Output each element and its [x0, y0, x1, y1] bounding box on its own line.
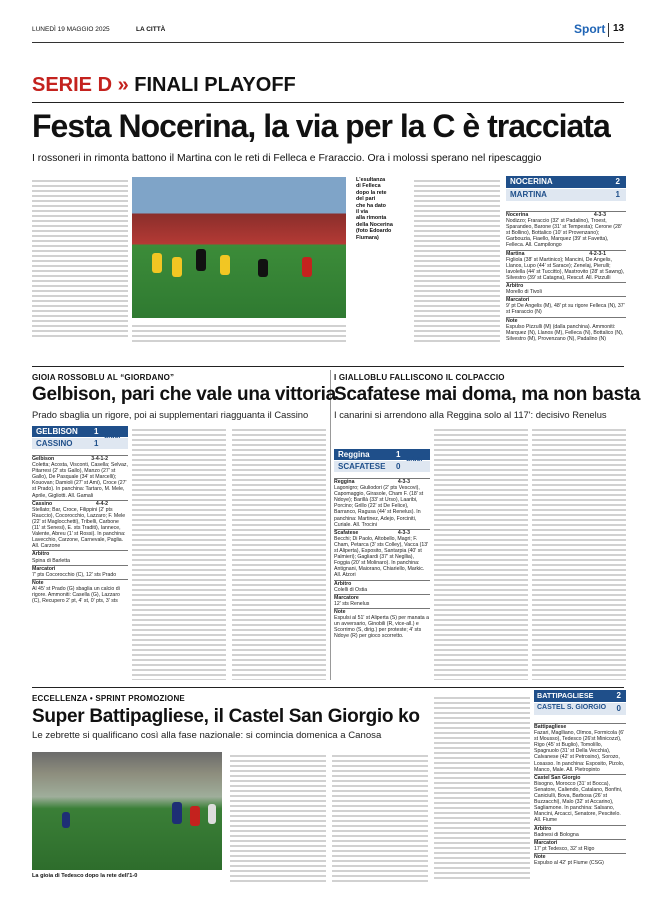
lineup-text: Morello di Tivoli	[506, 289, 542, 296]
right-scorebox: Reggina 1 SCAFATESE 0 d.t.s. Reggina 4-3-3 Lagonigro; Giuliodori (2' pts Vescovi), Capomaggio, Girasole, Cham F. (18' st Ndoye); Barillà (33' st Urso), Laaribi, Porcino; Grillo (22' st De Felice), Barranco, Ragusa (44' st Renelus). In panchina: Martinez, Adejo, Forciniti, Curiale. All. Trocini Scafatese 4-3-3 Becchi; Di Paolo, Altobello, Magri; F. Cham, Petarca (3' sts Colley), Vacca (13' st Aliperta), Esposito, Santarpia (40' st Palmieri); Gagliardi (37' st Negllia), Foggia (20' st Molinaro). In panchina: Antignani, Maiorano, Chiariello, Markic. All. Atzori Arbitro Colelli di Ostia Marcatore 12' sts Renelus Note Espulsi al 51' st Aliperta (S) per manata a un avversario, Ginobili (R, vice-all.) e Scorrimo (S, dirig.) per proteste; 4' sts Ndoye (R) per gioco scorretto.	[334, 450, 429, 640]
right-kicker: I GIALLOBLU FALLISCONO IL COLPACCIO	[334, 373, 505, 382]
right-subtitle: I canarini si arrendono alla Reggina solo al 117': decisivo Renelus	[334, 409, 607, 420]
lineup-heading: Arbitro	[506, 282, 626, 289]
bottom-title: Super Battipagliese, il Castel San Giorgio ko	[32, 706, 420, 727]
lineup-text: Espulso al 42' pt Fiume (CSG)	[534, 859, 604, 866]
lineup-text: Fazari, Maglliano, Olmos, Formicola (6' st Mousso), Tedesco (26'st Minicozzi), Rigo (45' st Buglio), Tomolillo, Spagnuolo (31' st Della Vecchia), Calvanese (42' st Petrosino), Sorozo, Losasso. In panchina: Esposito, Pizolo, Manco, Male. All. Pietropinto	[534, 730, 625, 773]
section-label	[32, 74, 296, 97]
lineup-heading: Marcatori	[534, 839, 626, 846]
lineup-text: Al 45' st Prado (G) sbaglia un calcio di rigore. Ammoniti: Casella (G), Lazzaro (C), Recupero 2' pt, 4' st, 0' pts, 3' sts	[32, 585, 120, 605]
lineup-heading: Arbitro	[32, 550, 128, 557]
left-title: Gelbison, pari che vale una vittoria	[32, 384, 336, 405]
left-text-col-1	[132, 426, 226, 680]
main-title: Festa Nocerina, la via per la C è tracciata	[32, 108, 610, 144]
bottom-photo	[32, 752, 222, 870]
lineup-heading: Arbitro	[534, 825, 626, 832]
bottom-lineup	[534, 723, 626, 866]
lineup-text: Becchi; Di Paolo, Altobello, Magri; F. Cham, Petarca (3' sts Colley), Vacca (13' st Aliperta), Esposito, Santarpia (40' st Palmieri); Gagliardi (37' st Negllia), Foggia (20' st Molinaro). In panchina: Antignani, Maiorano, Chiariello, Markic. All. Atzori	[334, 535, 429, 579]
lineup-text: 9' pt De Angelis (M), 48' pt su rigore Felleca (N), 37' st Fraraccio (N)	[506, 303, 625, 316]
left-kicker: GIOIA ROSSOBLU AL “GIORDANO”	[32, 373, 175, 382]
main-scorebox	[506, 176, 626, 342]
score-away-row: MARTINA 1	[506, 189, 626, 201]
right-lineup	[334, 478, 430, 639]
lineup-module: 4-2-3-1	[589, 250, 606, 257]
lineup-heading: Nocerina 4-3-3	[506, 211, 626, 218]
header-sep	[608, 23, 609, 37]
lineup-text: 17' pt Tedesco, 32' st Rigo	[534, 845, 595, 852]
lineup-module: 4-4-2	[95, 500, 108, 507]
row-rule-1	[32, 366, 624, 367]
left-text-col-2	[232, 426, 326, 680]
lineup-text: Figliola (38' st Martinico); Mancini, De Angelis, Llanos, Lupo (44' st Sarace); Zenelaj, Pierulli; Iavolella (44' st Tuccitto), Mastrovito (28' st Sawng), Silvestro (39' st Catagna), Rescuf. All. Pizzulli	[506, 256, 625, 281]
lineup-text: Coletta; Acosta, Visconti, Casella; Selvaz, Pitarresi (2' sts Gallo), Manzo (27' st Gallo), De Pasquale (34' st Marcelli); Kouovan; Damioli (27' st Ami), Croce (27' st Prado). In panchina: Tartaro, M. Mele, Aprile, Gigliotti. All. Gamali	[32, 462, 128, 499]
main-text-col-3	[414, 177, 500, 342]
lineup-heading: Cassino 4-4-2	[32, 500, 128, 507]
lineup-text: 7' pts Cocorocchio (C), 12' sts Prado	[32, 571, 117, 578]
bottom-kicker: ECCELLENZA • SPRINT PROMOZIONE	[32, 694, 185, 703]
left-scorebox: GELBISON 1 CASSINO 1 d.t.s. Gelbison 3-4-1-2 Coletta; Acosta, Visconti, Casella; Selvaz, Pitarresi (2' sts Gallo), Manzo (27' st Gallo), De Pasquale (34' st Marcelli); Kouovan; Damioli (27' st Ami), Croce (27' st Prado). In panchina: Tartaro, M. Mele, Aprile, Gigliotti. All. Gamali Cassino 4-4-2 Stellato; Bar, Croce, Filippini (2' pts Rauccio), Cocorocchio, Lazzaro; F. Mele (22' st Maglocchetti), Tribelli, Carbone (11' st Senesi), E. sts Traditi), Iannece, Valente, Abreu (1' st Rossi). In panchina: Lavecchio, Carzone, Carnevale, Paglia. All. Carzone Arbitro Spina di Barletta Marcatori 7' pts Cocorocchio (C), 12' sts Prado Note Al 45' st Prado (G) sbaglia un calcio di rigore. Ammoniti: Casella (G), Lazzaro (C), Recupero 2' pt, 4' st, 0' pts, 3' sts	[32, 427, 128, 605]
lineup-text: Badnesi di Bologna	[534, 831, 579, 838]
left-subtitle: Prado sbaglia un rigore, poi ai supplementari riagguanta il Cassino	[32, 409, 309, 420]
main-text-col-1	[32, 177, 128, 337]
lineup-text: Stellato; Bar, Croce, Filippini (2' pts Rauccio), Cocorocchio, Lazzaro; F. Mele (22' st Maglocchetti), Tribelli, Carbone (11' st Senesi), E. sts Traditi), Iannece, Valente, Abreu (1' st Rossi). In panchina: Lavecchio, Carzone, Carnevale, Paglia. All. Carzone	[32, 506, 126, 550]
lineup-heading: Marcatori	[32, 565, 128, 572]
lineup-heading: Note	[534, 853, 626, 860]
lineup-text: Lagonigro; Giuliodori (2' pts Vescovi), Capomaggio, Girasole, Cham F. (18' st Ndoye); Barillà (33' st Urso), Laaribi, Porcino; Grillo (22' st De Felice), Barranco, Ragusa (44' st Renelus). In panchina: Martinez, Adejo, Forciniti, Curiale. All. Trocini	[334, 485, 424, 528]
lineup-text: Espulsi al 51' st Aliperta (S) per manata a un avversario, Ginobili (R, vice-all.) e Scorrimo (S, dirig.) per proteste; 4' sts Ndoye (R) per gioco scorretto.	[334, 614, 429, 640]
lineup-heading: Scafatese 4-3-3	[334, 529, 430, 536]
bottom-text-col-1	[230, 752, 326, 882]
section-serie: SERIE D	[32, 74, 113, 96]
lineup-module: 4-3-3	[397, 529, 410, 536]
score-home-row: NOCERINA 2	[506, 176, 626, 188]
lineup-module: 4-3-3	[593, 212, 606, 218]
bottom-text-col-3	[434, 694, 530, 882]
lineup-text: Nodizzo; Fraraccio (32' st Padalino), Troest, Sparandeo, Barone (31' st Tempesta); Cerone (28' st Bollino), Bottalico (10' st Provenzano); Garbouzia, Fiaello, Marquez (39' st Favetta), Felleca. All. Campilongo	[506, 218, 622, 249]
right-title: Scafatese mai doma, ma non basta	[334, 384, 641, 405]
lineup-heading: Marcatori	[506, 296, 626, 303]
header-date: LUNEDÌ 19 MAGGIO 2025	[32, 26, 110, 33]
lineup-text: Colelli di Ostia	[334, 586, 368, 593]
section-rule	[32, 102, 624, 103]
main-caption: L'esultanza di Felleca dopo la rete del pari che ha dato il via alla rimonta della Nocerina (foto Edoardo Fiumara)	[356, 177, 393, 241]
lineup-module: 4-3-3	[397, 479, 410, 485]
lineup-heading: Gelbison 3-4-1-2	[32, 455, 128, 462]
lineup-heading: Reggina 4-3-3	[334, 478, 430, 485]
page-header	[32, 20, 624, 43]
section-topic: FINALI PLAYOFF	[134, 74, 296, 96]
right-text-col-1	[434, 426, 528, 680]
lineup-heading: Note	[32, 579, 128, 586]
lineup-heading: Note	[334, 608, 430, 615]
lineup-text: Espulso Pizzulli (M) (dalla panchina). Ammoniti: Marquez (N), Llanos (M), Felleca (N), Bottalico (N), Silvestro (M), Provenzano (N), Padalino (N)	[506, 323, 624, 342]
bottom-caption: La gioia di Tedesco dopo la rete dell'1-0	[32, 873, 138, 879]
lineup-module: 3-4-1-2	[91, 456, 108, 462]
bottom-subtitle: Le zebrette si qualificano così alla fase nazionale: si comincia domenica a Canosa	[32, 730, 382, 741]
header-section: Sport	[574, 22, 606, 36]
header-page: 13	[613, 23, 625, 34]
bottom-scorebox: BATTIPAGLIESE 2 CASTEL S. GIORGIO 0 Battipagliese Fazari, Maglliano, Olmos, Formicola (6' st Mousso), Tedesco (26'st Minicozzi), Rigo (45' st Buglio), Tomolillo, Spagnuolo (31' st Della Vecchia), Calvanese (42' st Petrosino), Sorozo, Losasso. In panchina: Esposito, Pizolo, Manco, Male. All. Pietropinto Castel San Giorgio Bisogno, Morocco (31' st Bocca), Senatore, Caliendo, Catalano, Bonfini, Caniciulli, Bova, Barbosa (26' st Buzzacchi), Malo (32' st Accarino), Sagliamone. In panchina: Salsano, Mancini, Arcacci, Senatore, Pescitelo. All. Fiume Arbitro Badnesi di Bologna Marcatori 17' pt Tedesco, 32' st Rigo Note Espulso al 42' pt Fiume (CSG)	[534, 691, 625, 866]
main-text-col-2	[132, 322, 346, 342]
right-text-col-2	[532, 426, 626, 680]
row-rule-2	[32, 687, 624, 688]
lineup-heading: Marcatore	[334, 594, 430, 601]
lineup-heading: Castel San Giorgio	[534, 774, 626, 781]
main-lineup	[506, 211, 626, 342]
lineup-heading: Martina 4-2-3-1	[506, 250, 626, 257]
lineup-heading: Battipagliese	[534, 723, 626, 730]
left-dts: d.t.s.	[104, 433, 121, 440]
column-rule	[330, 370, 331, 680]
section-arrow: »	[117, 74, 129, 96]
bottom-text-col-2	[332, 752, 428, 882]
lineup-text: Bisogno, Morocco (31' st Bocca), Senatore, Caliendo, Catalano, Bonfini, Caniciulli, Bova, Barbosa (26' st Buzzacchi), Malo (32' st Accarino), Sagliamone. In panchina: Salsano, Mancini, Arcacci, Senatore, Pescitelo. All. Fiume	[534, 780, 623, 824]
header-paper: LA CITTÀ	[136, 26, 166, 33]
lineup-text: 12' sts Renelus	[334, 600, 370, 607]
main-subtitle: I rossoneri in rimonta battono il Martina con le reti di Felleca e Fraraccio. Ora i molossi sperano nel ripescaggio	[32, 153, 542, 164]
main-photo	[132, 177, 346, 318]
lineup-heading: Arbitro	[334, 580, 430, 587]
right-dts: d.t.s.	[406, 456, 423, 463]
lineup-heading: Note	[506, 317, 626, 324]
lineup-text: Spina di Barletta	[32, 557, 71, 564]
left-lineup	[32, 455, 128, 604]
